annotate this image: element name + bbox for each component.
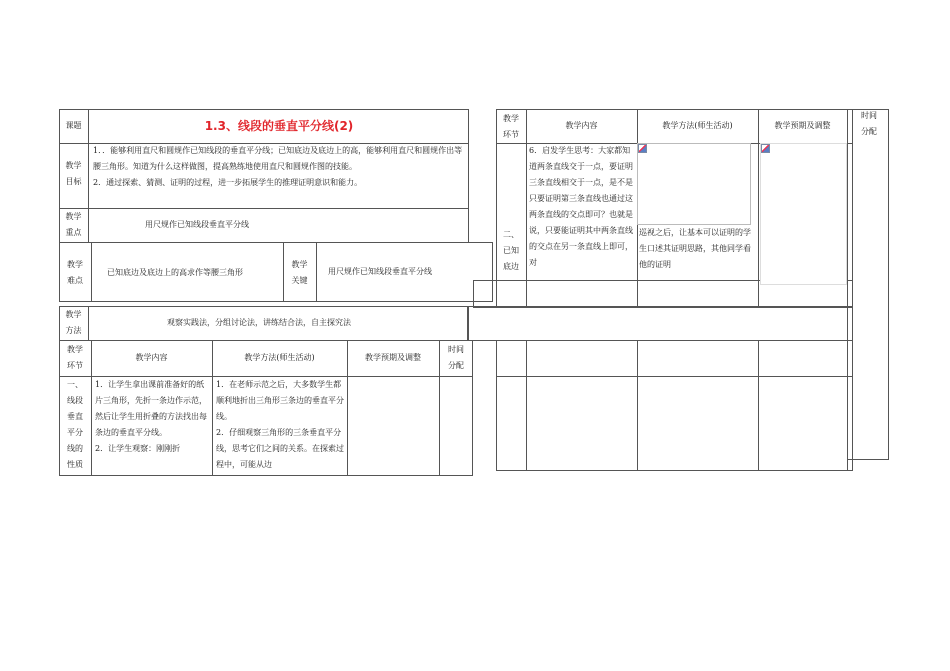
- method-text: 观察实践法，分组讨论法，讲练结合法，自主探究法: [167, 318, 351, 327]
- header-time: 时间 分配: [448, 345, 464, 370]
- figure-image: [637, 143, 751, 225]
- right-header-stage: 教学 环节: [503, 114, 519, 139]
- broken-image-icon-2: [761, 144, 770, 153]
- right-header-expect: 教学预期及调整: [774, 121, 831, 130]
- row1-method: 1．在老师示范之后，大多数学生都顺利地折出三角形三条边的垂直平分线。 2．仔细观察三角形的三条垂直平分线，思考它们之间的关系。在探索过程中，可能从边: [216, 380, 344, 469]
- right-row1-method: 巡视之后，让基本可以证明的学生口述其证明思路，其他同学看他的证明: [639, 228, 751, 269]
- key-text: 用尺规作已知线段垂直平分线: [145, 220, 249, 229]
- difficulty-label: 教学 难点: [67, 260, 83, 285]
- difficulty-text: 已知底边及底边上的高求作等腰三角形: [107, 268, 243, 277]
- method-label: 教学 方法: [65, 310, 82, 335]
- right-row1-content: 6．启发学生思考：大家都知道两条直线交于一点，要证明三条直线相交于一点，是不是只要证明第三条直线也通过这两条直线的交点即可？也就是说，只要能证明其中两条直线的交点在另一条直线上即可，对: [529, 146, 633, 267]
- key-label: 教学 重点: [65, 212, 82, 237]
- crux-label: 教学 关键: [291, 260, 308, 285]
- lesson-title: 1.3、线段的垂直平分线(2): [204, 119, 354, 133]
- header-expect: 教学预期及调整: [365, 353, 421, 362]
- row1-content: 1．让学生拿出课前准备好的纸片三角形，先折一条边作示范，然后让学生用折叠的方法找出每条边的垂直平分线。 2．让学生观察：刚刚折: [95, 380, 207, 453]
- header-method: 教学方法(师生活动): [244, 353, 315, 362]
- figure-image-2: [760, 143, 847, 285]
- goal-label: 教学 目标: [65, 161, 82, 186]
- right-header-time: 时间 分配: [861, 111, 877, 136]
- crux-text: 用尺规作已知线段垂直平分线: [328, 267, 432, 276]
- right-header-content: 教学内容: [565, 121, 598, 130]
- header-stage: 教学 环节: [67, 345, 83, 370]
- keti-label: 课题: [65, 121, 82, 130]
- header-content: 教学内容: [135, 353, 168, 362]
- goal-text: 1．．能够利用直尺和圆规作已知线段的垂直平分线；已知底边及底边上的高，能够利用直尺和圆规作出等腰三角形。知道为什么这样做图，提高熟练地使用直尺和圆规作图的技能。 2．通过探索、猜测、证明的过程，进一步拓展学生的推理证明意识和能力。: [93, 146, 463, 187]
- right-row1-stage: 二、 已知 底边: [503, 230, 519, 271]
- right-header-method: 教学方法(师生活动): [662, 121, 733, 130]
- row1-stage: 一、 线段 垂直 平分 线的 性质: [67, 380, 83, 469]
- broken-image-icon: [638, 144, 647, 153]
